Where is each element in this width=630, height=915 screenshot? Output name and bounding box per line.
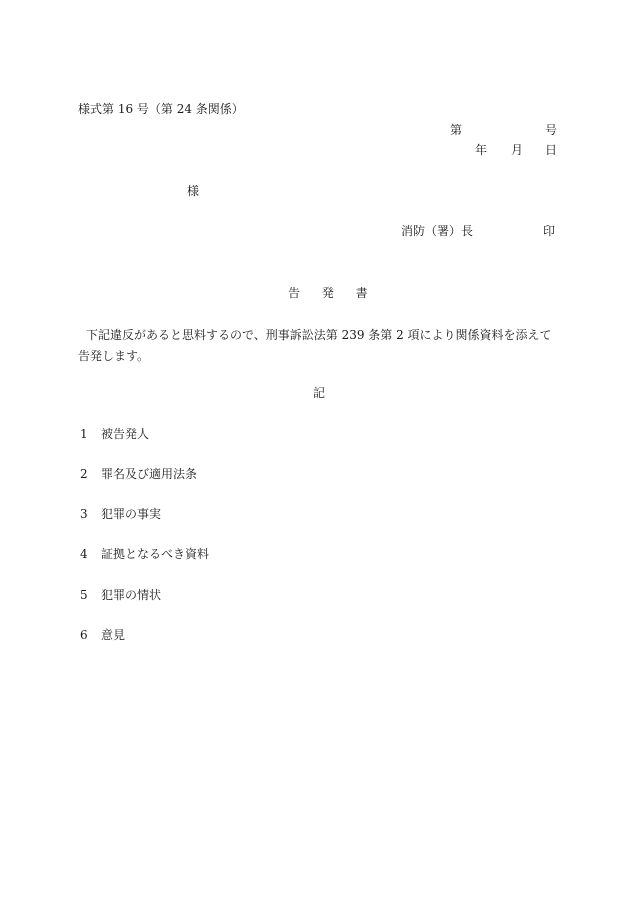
item-label: 犯罪の事実 <box>101 507 162 521</box>
item-number: 5 <box>80 588 88 602</box>
number-prefix: 第 <box>450 123 463 137</box>
seal-mark: 印 <box>543 224 556 238</box>
date-year: 年 <box>475 143 488 157</box>
body-paragraph: 下記違反があると思料するので、刑事訴訟法第 239 条第 2 項により関係資料を添えて告発します。 <box>78 328 552 363</box>
item-label: 罪名及び適用法条 <box>101 467 198 481</box>
date-month: 月 <box>511 143 524 157</box>
number-suffix: 号 <box>545 123 558 137</box>
item-label: 証拠となるべき資料 <box>101 547 210 561</box>
date-day: 日 <box>545 143 558 157</box>
addressee-honorific: 様 <box>187 184 200 198</box>
item-label: 被告発人 <box>101 427 150 441</box>
form-number: 様式第 16 号（第 24 条関係） <box>78 102 244 116</box>
item-label: 犯罪の情状 <box>101 588 162 602</box>
ki-heading: 記 <box>313 386 326 400</box>
item-number: 2 <box>80 467 88 481</box>
item-number: 6 <box>80 628 88 642</box>
item-label: 意見 <box>101 628 126 642</box>
item-number: 4 <box>80 547 88 561</box>
document-title: 告 発 書 <box>288 286 377 300</box>
item-number: 3 <box>80 507 88 521</box>
item-number: 1 <box>80 427 88 441</box>
sender-title: 消防（署）長 <box>401 224 474 238</box>
